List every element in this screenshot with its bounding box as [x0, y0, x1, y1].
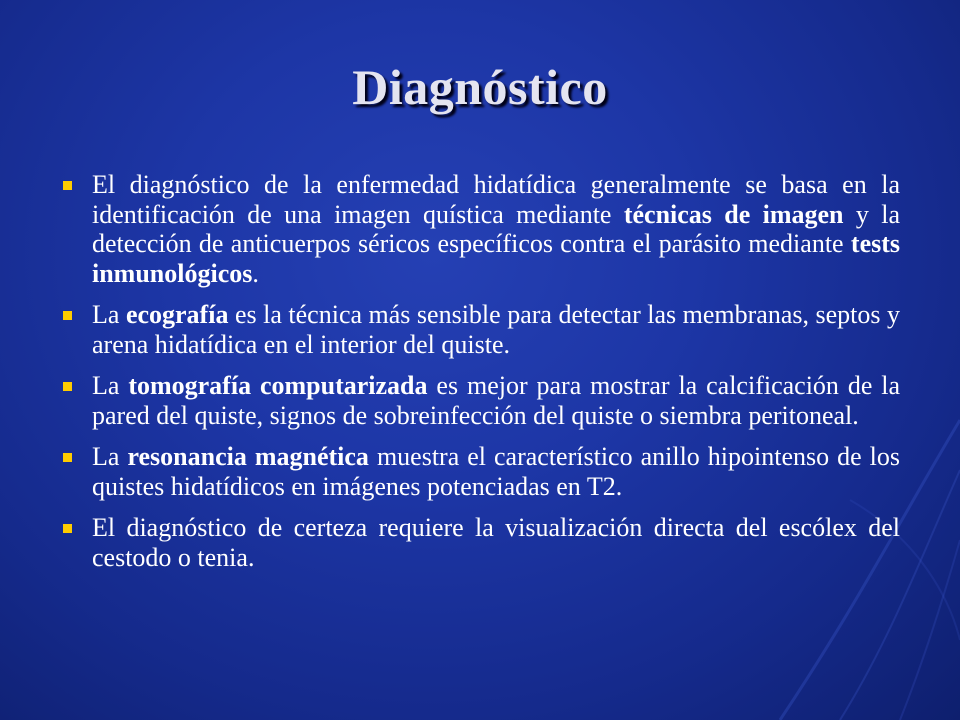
square-bullet-icon: [63, 453, 72, 462]
bullet-item: [58, 371, 900, 430]
slide-title: Diagnóstico: [352, 59, 608, 115]
bullet-list: [58, 170, 900, 584]
bullet-item: [58, 442, 900, 501]
bullet-item: [58, 513, 900, 572]
bullet-text: El diagnóstico de la enfermedad hidatídica generalmente se basa en la identificación de una imagen quística mediante técnicas de imagen y la detección de anticuerpos séricos específicos contra el parásito mediante tests inmunológicos.: [92, 170, 900, 288]
bullet-text: La resonancia magnética muestra el característico anillo hipointenso de los quistes hidatídicos en imágenes potenciadas en T2.: [92, 442, 901, 501]
square-bullet-icon: [63, 524, 72, 533]
square-bullet-icon: [63, 311, 72, 320]
bullet-item: [58, 170, 900, 288]
bullet-text: La tomografía computarizada es mejor para mostrar la calcificación de la pared del quiste, signos de sobreinfección del quiste o siembra peritoneal.: [92, 371, 901, 430]
bullet-item: [58, 300, 900, 359]
square-bullet-icon: [63, 382, 72, 391]
bullet-text: El diagnóstico de certeza requiere la visualización directa del escólex del cestodo o tenia.: [92, 513, 900, 572]
bullet-text: La ecografía es la técnica más sensible para detectar las membranas, septos y arena hidatídica en el interior del quiste.: [92, 300, 901, 359]
square-bullet-icon: [63, 181, 72, 190]
